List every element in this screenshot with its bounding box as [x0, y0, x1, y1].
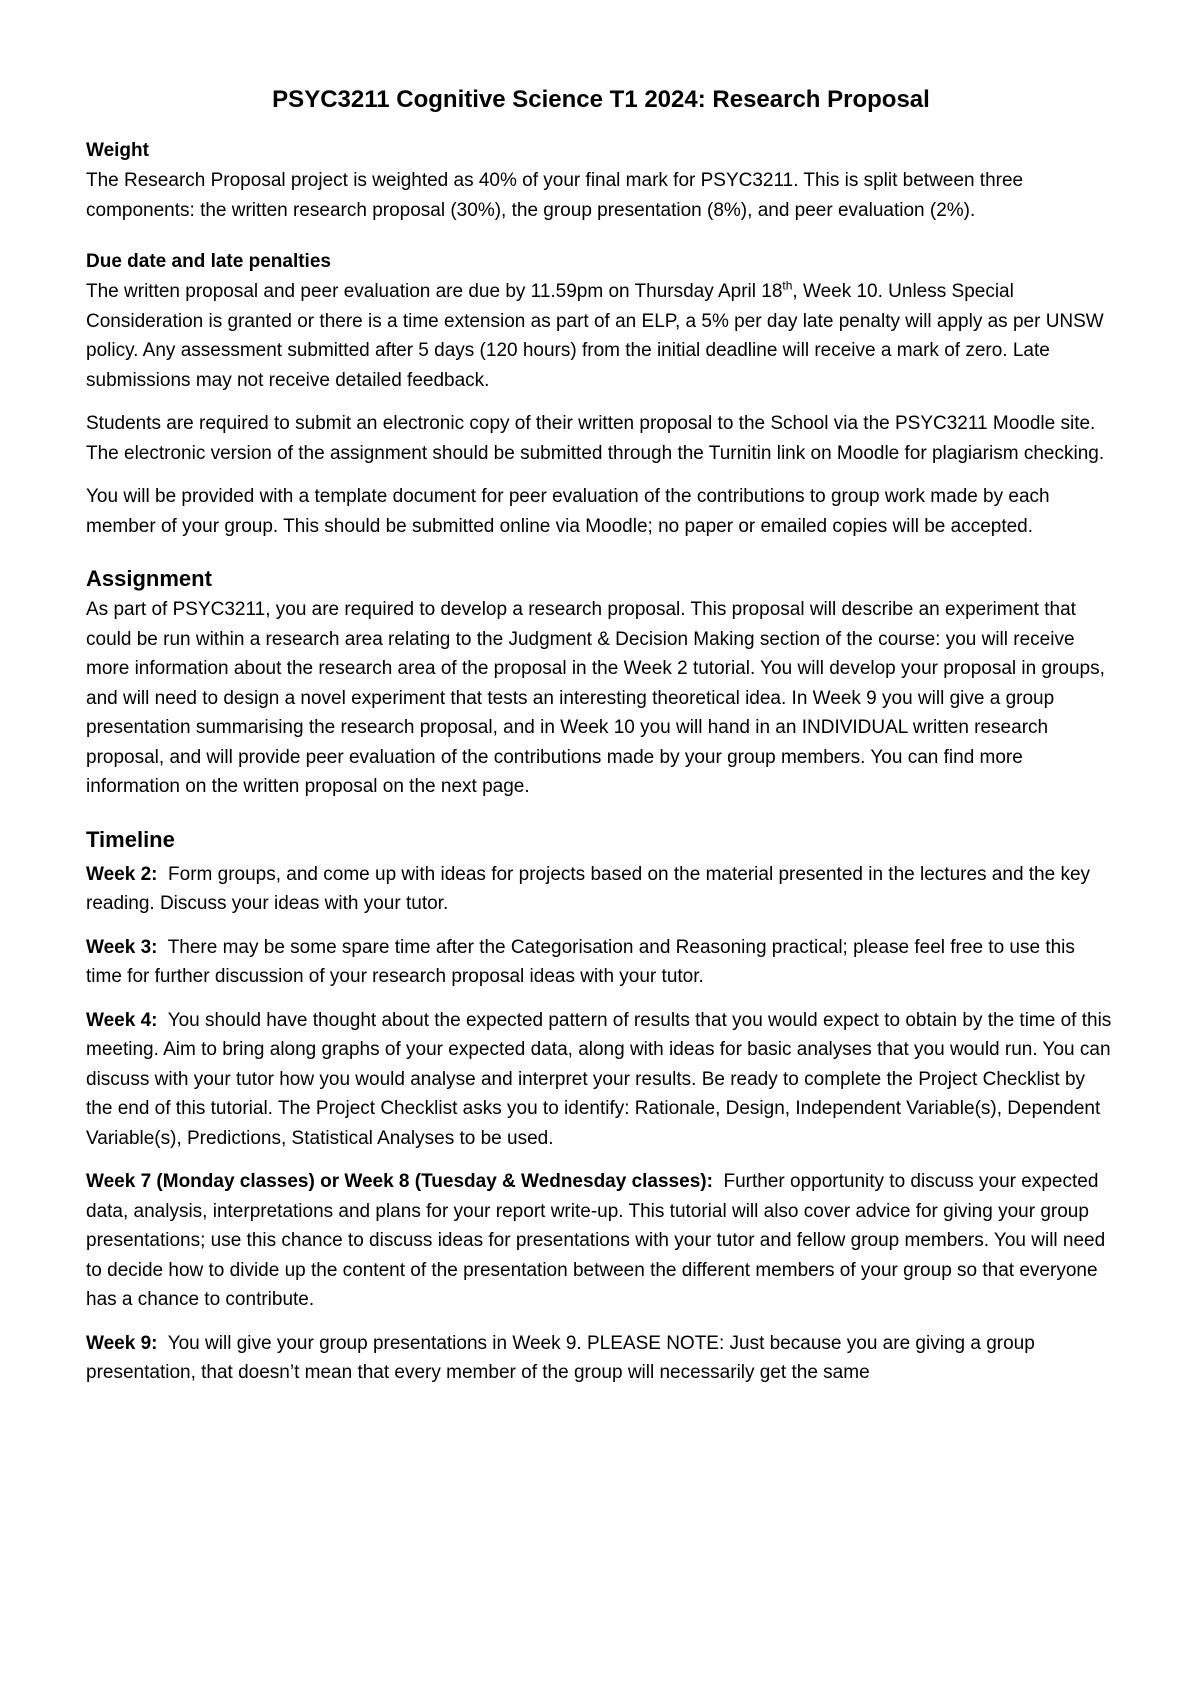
timeline-week-text: Further opportunity to discuss your expected data, analysis, interpretations and plans for your report write-up. This tutorial will also cover advice for giving your group presentations; use this chance to discuss ideas for presentations with your tutor and fellow group members. You will need to decide how to divide up the content of the presentation between the different members of your group so that everyone has a chance to contribute. [86, 1171, 1106, 1310]
timeline-week-text: There may be some spare time after the Categorisation and Reasoning practical; please feel free to use this time for further discussion of your research proposal ideas with your tutor. [86, 936, 1075, 987]
timeline-week-text: You will give your group presentations in Week 9. PLEASE NOTE: Just because you are giving a group presentation, that doesn’t mean that every member of the group will necessarily get the same [86, 1332, 1035, 1383]
due-date-paragraph [86, 277, 1116, 395]
document-title: PSYC3211 Cognitive Science T1 2024: Research Proposal [272, 86, 930, 113]
timeline-heading: Timeline [86, 826, 175, 852]
timeline-week-label: Week 3: [86, 936, 158, 958]
timeline-week-text: Form groups, and come up with ideas for projects based on the material presented in the lectures and the key reading. Discuss your ideas with your tutor. [86, 863, 1091, 914]
timeline-week-text: You should have thought about the expected pattern of results that you would expect to obtain by the time of this meeting. Aim to bring along graphs of your expected data, along with ideas for basic analyses that you would run. You can discuss with your tutor how you would analyse and interpret your results. Be ready to complete the Project Checklist by the end of this tutorial. The Project Checklist asks you to identify: Rationale, Design, Independent Variable(s), Dependent Variable(s), Predictions, Statistical Analyses to be used. [86, 1009, 1112, 1149]
timeline-week-label: Week 9: [86, 1332, 158, 1354]
timeline-week-label: Week 4: [86, 1009, 158, 1031]
timeline-item [86, 1006, 1116, 1154]
weight-heading: Weight [86, 140, 149, 161]
timeline-week-label: Week 2: [86, 863, 158, 885]
assignment-paragraph: As part of PSYC3211, you are required to develop a research proposal. This proposal will describe an experiment that could be run within a research area relating to the Judgment & Decision Making section of the course: you will receive more information about the research area of the proposal in the Week 2 tutorial. You will develop your proposal in groups, and will need to design a novel experiment that tests an interesting theoretical idea. In Week 9 you will give a group presentation summarising the research proposal, and in Week 10 you will hand in an INDIVIDUAL written research proposal, and will provide peer evaluation of the contributions made by your group members. You can find more information on the written proposal on the next page. [86, 599, 1105, 797]
due-date-ordinal: th [782, 278, 793, 293]
timeline-item [86, 1329, 1116, 1388]
timeline-item [86, 860, 1116, 919]
timeline-week-label: Week 7 (Monday classes) or Week 8 (Tuesday & Wednesday classes): [86, 1171, 713, 1192]
assignment-heading: Assignment [86, 566, 212, 591]
weight-paragraph: The Research Proposal project is weighted as 40% of your final mark for PSYC3211. This is split between three components: the written research proposal (30%), the group presentation (8%), and peer evaluation (2%). [86, 170, 1024, 221]
due-date-text-end: , Week 10. Unless Special Consideration is granted or there is a time extension as part of an ELP, a 5% per day late penalty will apply as per UNSW policy. Any assessment submitted after 5 days (120 hours) from the initial deadline will receive a mark of zero. Late submissions may not receive detailed feedback. [86, 281, 1104, 391]
due-date-text-start: The written proposal and peer evaluation are due by 11.59pm on Thursday April 18 [86, 281, 783, 302]
timeline-item [86, 933, 1116, 992]
peer-evaluation-paragraph: You will be provided with a template document for peer evaluation of the contributions to group work made by each member of your group. This should be submitted online via Moodle; no paper or emailed copies will be accepted. [86, 486, 1050, 537]
due-date-heading: Due date and late penalties [86, 251, 331, 272]
timeline-item [86, 1167, 1116, 1315]
submission-paragraph: Students are required to submit an electronic copy of their written proposal to the School via the PSYC3211 Moodle site. The electronic version of the assignment should be submitted through the Turnitin link on Moodle for plagiarism checking. [86, 413, 1105, 464]
